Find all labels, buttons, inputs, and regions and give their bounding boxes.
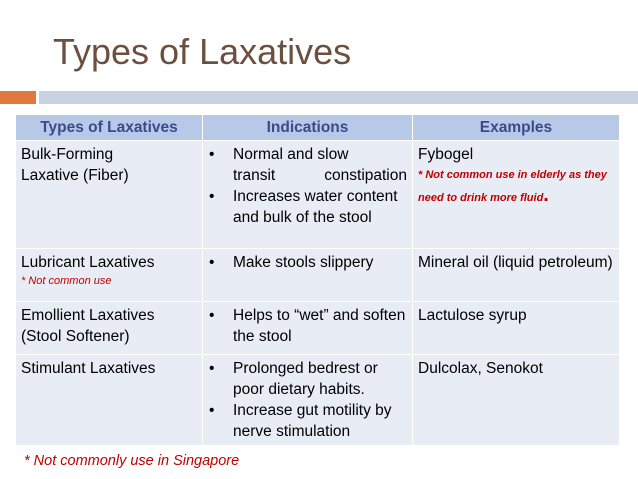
list-item: • Increase gut motility by nerve stimulation <box>208 400 407 442</box>
indications-cell <box>203 249 413 302</box>
type-name-line: Bulk-Forming <box>21 146 114 163</box>
example-text: Mineral oil (liquid petroleum) <box>418 254 613 271</box>
type-name: Lubricant Laxatives <box>21 254 155 271</box>
type-name-line: (Stool Softener) <box>21 328 130 345</box>
type-note: * Not common use <box>21 275 112 287</box>
type-cell <box>16 302 203 355</box>
table-row <box>16 302 620 355</box>
accent-bar-orange <box>0 91 36 104</box>
footnote: * Not commonly use in Singapore <box>24 453 240 469</box>
example-text: Fybogel <box>418 146 474 163</box>
indication-word: constipation <box>324 167 407 184</box>
indications-list <box>208 252 407 273</box>
accent-bar-blue <box>39 91 638 104</box>
indications-list <box>208 144 407 228</box>
examples-cell <box>413 355 620 446</box>
type-name-line: Laxative (Fiber) <box>21 167 129 184</box>
header-examples: Examples <box>413 115 620 141</box>
list-item: • Increases water content and bulk of the stool <box>208 186 407 228</box>
slide-title: Types of Laxatives <box>53 31 352 72</box>
indications-cell <box>203 355 413 446</box>
list-item: • Prolonged bedrest or poor dietary habits. <box>208 358 407 400</box>
indications-list <box>208 358 407 442</box>
header-types: Types of Laxatives <box>16 115 203 141</box>
indications-cell <box>203 302 413 355</box>
indication-word: transit <box>233 167 276 184</box>
indication-text-line <box>233 165 407 186</box>
example-text: Dulcolax, Senokot <box>418 360 543 377</box>
type-cell <box>16 249 203 302</box>
example-note-end: . <box>543 184 549 206</box>
table-header-row <box>16 115 620 141</box>
list-item <box>208 144 407 186</box>
list-item: • Make stools slippery <box>208 252 407 273</box>
table-row <box>16 355 620 446</box>
examples-cell <box>413 302 620 355</box>
indication-text: • Normal and slow <box>233 146 349 163</box>
examples-cell <box>413 141 620 249</box>
indications-list <box>208 305 407 347</box>
indications-cell <box>203 141 413 249</box>
type-cell <box>16 141 203 249</box>
example-note-text: * Not common use in elderly as they need to drink more fluid <box>418 169 607 204</box>
list-item: • Helps to “wet” and soften the stool <box>208 305 407 347</box>
laxatives-table <box>15 114 620 446</box>
type-cell <box>16 355 203 446</box>
example-note <box>418 165 614 208</box>
examples-cell <box>413 249 620 302</box>
table-row <box>16 249 620 302</box>
example-text: Lactulose syrup <box>418 307 527 324</box>
table-row <box>16 141 620 249</box>
header-indications: Indications <box>203 115 413 141</box>
type-name-line: Emollient Laxatives <box>21 307 155 324</box>
type-name: Stimulant Laxatives <box>21 360 156 377</box>
